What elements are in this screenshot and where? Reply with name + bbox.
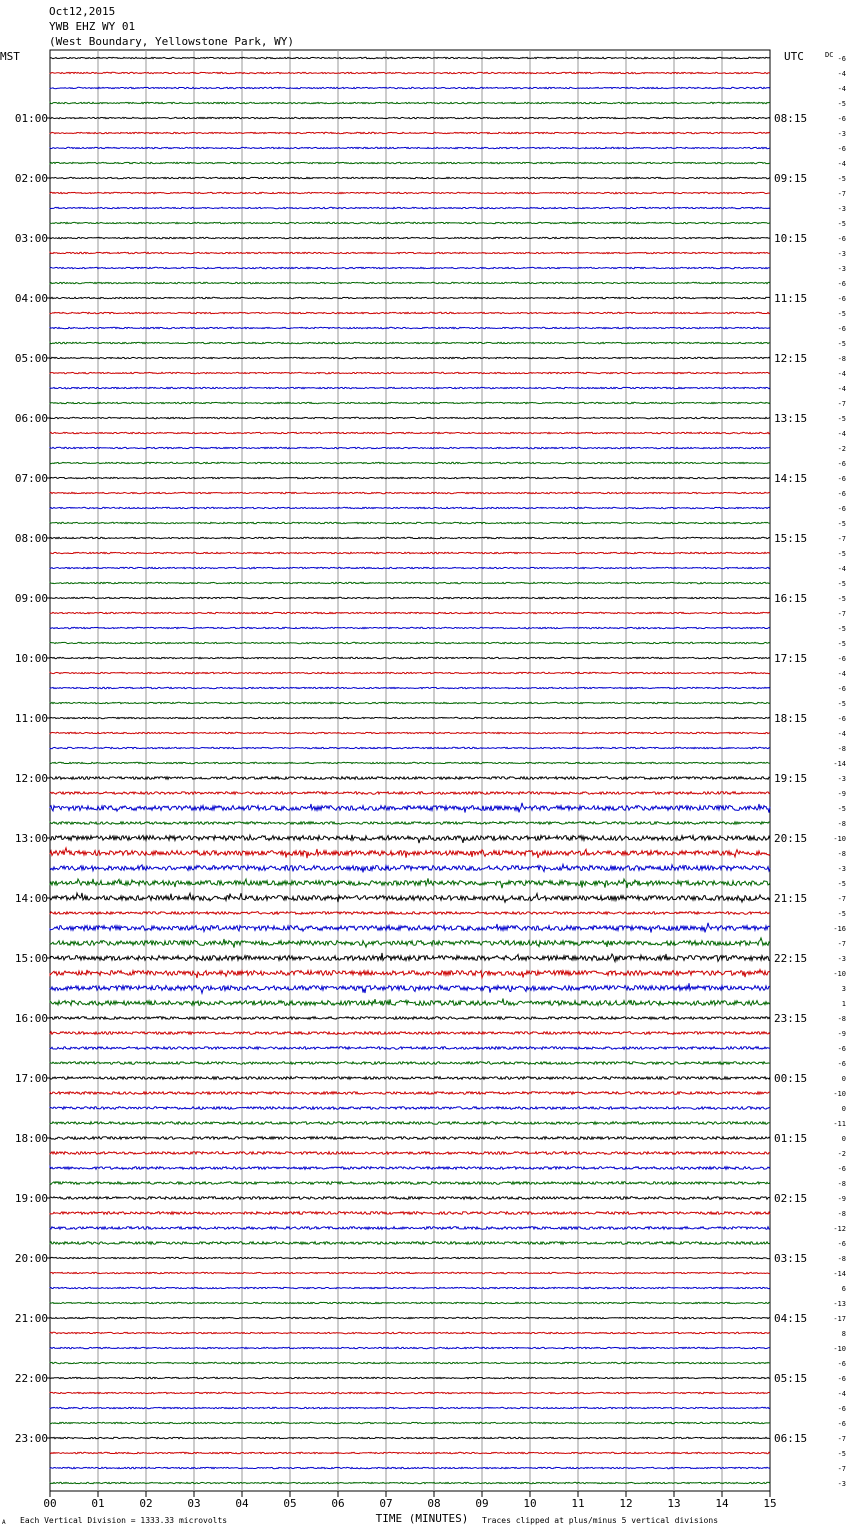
- trace-line: [50, 1077, 770, 1080]
- trace-line: [50, 177, 770, 178]
- dc-offset-label: -3: [837, 250, 846, 258]
- trace-line: [50, 1407, 770, 1408]
- dc-offset-label: -6: [837, 325, 846, 333]
- dc-offset-label: -6: [837, 1240, 846, 1248]
- dc-offset-label: -10: [833, 970, 846, 978]
- dc-offset-label: -8: [837, 1180, 846, 1188]
- trace-line: [50, 702, 770, 703]
- trace-line: [50, 1482, 770, 1483]
- hour-label-right: 17:15: [774, 652, 808, 665]
- trace-line: [50, 477, 770, 478]
- dc-offset-label: -6: [837, 460, 846, 468]
- trace-line: [50, 1347, 770, 1348]
- dc-offset-label: -7: [837, 535, 846, 543]
- hour-label-left: 22:00: [14, 1372, 48, 1385]
- dc-offset-label: -8: [837, 850, 846, 858]
- hour-label-left: 20:00: [14, 1252, 48, 1265]
- x-tick-label: 04: [235, 1497, 249, 1510]
- dc-offset-label: -7: [837, 1435, 846, 1443]
- dc-offset-label: -5: [837, 1450, 846, 1458]
- trace-line: [50, 132, 770, 133]
- dc-offset-label: -6: [837, 145, 846, 153]
- trace-line: [50, 297, 770, 298]
- trace-line: [50, 1152, 770, 1155]
- dc-offset-label: -6: [837, 115, 846, 123]
- trace-line: [50, 1467, 770, 1468]
- dc-offset-label: -8: [837, 1210, 846, 1218]
- trace-line: [50, 1212, 770, 1215]
- trace-line: [50, 1377, 770, 1378]
- dc-offset-label: -5: [837, 625, 846, 633]
- trace-line: [50, 387, 770, 388]
- hour-label-left: 16:00: [14, 1012, 48, 1025]
- dc-offset-label: -7: [837, 895, 846, 903]
- hour-label-right: 09:15: [774, 172, 808, 185]
- hour-label-right: 19:15: [774, 772, 808, 785]
- trace-line: [50, 207, 770, 208]
- trace-line: [50, 1422, 770, 1423]
- dc-offset-label: -6: [837, 55, 846, 63]
- trace-line: [50, 147, 770, 148]
- trace-line: [50, 864, 770, 872]
- hour-label-right: 22:15: [774, 952, 808, 965]
- dc-offset-label: -3: [837, 865, 846, 873]
- dc-offset-label: -4: [837, 1390, 846, 1398]
- dc-offset-label: -6: [837, 1045, 846, 1053]
- dc-offset-label: 8: [841, 1330, 846, 1338]
- dc-offset-label: -5: [837, 640, 846, 648]
- dc-offset-label: -4: [837, 730, 846, 738]
- dc-offset-label: 0: [841, 1075, 846, 1083]
- trace-line: [50, 567, 770, 568]
- trace-line: [50, 923, 770, 933]
- dc-offset-label: -4: [837, 370, 846, 378]
- hour-label-left: 09:00: [14, 592, 48, 605]
- trace-line: [50, 327, 770, 328]
- dc-offset-label: -6: [837, 1420, 846, 1428]
- trace-line: [50, 970, 770, 978]
- hour-label-right: 01:15: [774, 1132, 808, 1145]
- trace-line: [50, 1317, 770, 1318]
- dc-offset-label: -6: [837, 1360, 846, 1368]
- dc-offset-label: -7: [837, 190, 846, 198]
- dc-offset-label: -3: [837, 1480, 846, 1488]
- hour-label-right: 13:15: [774, 412, 808, 425]
- dc-offset-label: -10: [833, 1090, 846, 1098]
- trace-line: [50, 999, 770, 1006]
- trace-line: [50, 372, 770, 373]
- hour-label-left: 03:00: [14, 232, 48, 245]
- hour-label-left: 12:00: [14, 772, 48, 785]
- trace-line: [50, 1227, 770, 1230]
- trace-line: [50, 1122, 770, 1125]
- hour-label-left: 02:00: [14, 172, 48, 185]
- trace-line: [50, 642, 770, 643]
- hour-label-right: 18:15: [774, 712, 808, 725]
- hour-label-right: 12:15: [774, 352, 808, 365]
- left-timezone-label: MST: [0, 50, 20, 63]
- dc-offset-label: 0: [841, 1135, 846, 1143]
- trace-line: [50, 1182, 770, 1185]
- x-tick-label: 11: [571, 1497, 585, 1510]
- dc-offset-label: -10: [833, 835, 846, 843]
- trace-line: [50, 432, 770, 433]
- trace-line: [50, 848, 770, 858]
- dc-offset-label: -6: [837, 1165, 846, 1173]
- hour-label-left: 01:00: [14, 112, 48, 125]
- hour-label-right: 23:15: [774, 1012, 808, 1025]
- trace-line: [50, 803, 770, 813]
- trace-line: [50, 1452, 770, 1453]
- location-label: (West Boundary, Yellowstone Park, WY): [49, 35, 295, 48]
- dc-offset-label: -2: [837, 1150, 846, 1158]
- trace-line: [50, 912, 770, 915]
- footer-left-mark: A: [2, 1519, 6, 1526]
- dc-offset-label: -3: [837, 130, 846, 138]
- trace-line: [50, 983, 770, 993]
- dc-offset-label: -6: [837, 1060, 846, 1068]
- x-axis-title: TIME (MINUTES): [375, 1512, 469, 1525]
- trace-line: [50, 462, 770, 463]
- trace-line: [50, 1197, 770, 1200]
- trace-line: [50, 835, 770, 843]
- trace-line: [50, 312, 770, 313]
- trace-line: [50, 537, 770, 538]
- dc-offset-label: -12: [833, 1225, 846, 1233]
- dc-offset-label: -9: [837, 1030, 846, 1038]
- dc-offset-label: -7: [837, 1465, 846, 1473]
- trace-line: [50, 747, 770, 748]
- dc-offset-label: -4: [837, 430, 846, 438]
- dc-offset-label: -6: [837, 490, 846, 498]
- trace-line: [50, 627, 770, 628]
- hour-label-left: 14:00: [14, 892, 48, 905]
- trace-line: [50, 102, 770, 103]
- trace-line: [50, 687, 770, 688]
- trace-line: [50, 717, 770, 718]
- trace-line: [50, 192, 770, 193]
- trace-line: [50, 1167, 770, 1170]
- trace-line: [50, 1272, 770, 1273]
- label-group: [15, 55, 846, 1510]
- trace-line: [50, 1032, 770, 1035]
- trace-line: [50, 552, 770, 553]
- dc-offset-label: -9: [837, 1195, 846, 1203]
- trace-line: [50, 1257, 770, 1258]
- hour-label-left: 21:00: [14, 1312, 48, 1325]
- hour-label-left: 19:00: [14, 1192, 48, 1205]
- trace-line: [50, 117, 770, 118]
- dc-offset-label: -5: [837, 700, 846, 708]
- dc-offset-label: -13: [833, 1300, 846, 1308]
- trace-line: [50, 267, 770, 268]
- trace-line: [50, 402, 770, 403]
- trace-line: [50, 1287, 770, 1288]
- trace-line: [50, 938, 770, 948]
- hour-label-right: 00:15: [774, 1072, 808, 1085]
- trace-line: [50, 57, 770, 58]
- dc-offset-label: -5: [837, 100, 846, 108]
- dc-offset-label: -6: [837, 295, 846, 303]
- x-tick-label: 05: [283, 1497, 297, 1510]
- trace-line: [50, 597, 770, 598]
- dc-offset-label: -6: [837, 685, 846, 693]
- x-tick-label: 15: [763, 1497, 777, 1510]
- clip-note: Traces clipped at plus/minus 5 vertical divisions: [482, 1516, 719, 1525]
- trace-line: [50, 1332, 770, 1333]
- hour-label-left: 06:00: [14, 412, 48, 425]
- trace-line: [50, 342, 770, 343]
- dc-offset-label: -5: [837, 520, 846, 528]
- hour-label-right: 15:15: [774, 532, 808, 545]
- dc-offset-label: -6: [837, 235, 846, 243]
- trace-line: [50, 792, 770, 795]
- dc-offset-label: -5: [837, 805, 846, 813]
- trace-line: [50, 672, 770, 673]
- trace-line: [50, 1362, 770, 1363]
- x-tick-label: 03: [187, 1497, 201, 1510]
- hour-label-right: 04:15: [774, 1312, 808, 1325]
- trace-line: [50, 522, 770, 523]
- dc-offset-label: -4: [837, 70, 846, 78]
- right-timezone-label: UTC: [784, 50, 804, 63]
- dc-offset-label: -6: [837, 475, 846, 483]
- dc-offset-label: -10: [833, 1345, 846, 1353]
- hour-label-right: 14:15: [774, 472, 808, 485]
- trace-line: [50, 1017, 770, 1020]
- trace-line: [50, 447, 770, 448]
- trace-line: [50, 1092, 770, 1095]
- trace-line: [50, 492, 770, 493]
- scale-note: Each Vertical Division = 1333.33 microvolts: [20, 1516, 228, 1525]
- dc-offset-label: -5: [837, 550, 846, 558]
- hour-label-left: 04:00: [14, 292, 48, 305]
- x-tick-label: 08: [427, 1497, 441, 1510]
- trace-line: [50, 878, 770, 888]
- trace-line: [50, 162, 770, 163]
- date-label: Oct12,2015: [49, 5, 116, 18]
- dc-offset-label: -14: [833, 1270, 846, 1278]
- x-tick-label: 10: [523, 1497, 537, 1510]
- dc-offset-label: -4: [837, 385, 846, 393]
- x-tick-label: 14: [715, 1497, 729, 1510]
- station-label: YWB EHZ WY 01: [49, 20, 136, 33]
- x-tick-label: 01: [91, 1497, 105, 1510]
- x-tick-label: 06: [331, 1497, 345, 1510]
- hour-label-right: 10:15: [774, 232, 808, 245]
- dc-offset-label: -6: [837, 280, 846, 288]
- trace-group: [50, 57, 770, 1483]
- dc-offset-label: -16: [833, 925, 846, 933]
- x-tick-label: 09: [475, 1497, 489, 1510]
- dc-label: DC: [825, 51, 834, 59]
- dc-offset-label: -6: [837, 655, 846, 663]
- hour-label-left: 10:00: [14, 652, 48, 665]
- dc-offset-label: -11: [833, 1120, 846, 1128]
- dc-offset-label: -5: [837, 580, 846, 588]
- hour-label-left: 07:00: [14, 472, 48, 485]
- x-tick-label: 07: [379, 1497, 393, 1510]
- dc-offset-label: -9: [837, 790, 846, 798]
- trace-line: [50, 1437, 770, 1438]
- hour-label-left: 18:00: [14, 1132, 48, 1145]
- dc-offset-label: -8: [837, 1255, 846, 1263]
- hour-label-right: 11:15: [774, 292, 808, 305]
- dc-offset-label: 6: [841, 1285, 846, 1293]
- dc-offset-label: -5: [837, 880, 846, 888]
- x-tick-label: 02: [139, 1497, 153, 1510]
- dc-offset-label: -5: [837, 910, 846, 918]
- trace-line: [50, 1137, 770, 1140]
- hour-label-left: 23:00: [14, 1432, 48, 1445]
- trace-line: [50, 72, 770, 73]
- hour-label-right: 20:15: [774, 832, 808, 845]
- dc-offset-label: -4: [837, 565, 846, 573]
- dc-offset-label: -6: [837, 715, 846, 723]
- dc-offset-label: -5: [837, 175, 846, 183]
- trace-line: [50, 732, 770, 733]
- trace-line: [50, 282, 770, 283]
- hour-label-left: 08:00: [14, 532, 48, 545]
- hour-label-right: 16:15: [774, 592, 808, 605]
- dc-offset-label: -5: [837, 220, 846, 228]
- dc-offset-label: -8: [837, 820, 846, 828]
- trace-line: [50, 87, 770, 88]
- dc-offset-label: -7: [837, 610, 846, 618]
- dc-offset-label: -7: [837, 940, 846, 948]
- dc-offset-label: -8: [837, 1015, 846, 1023]
- trace-line: [50, 657, 770, 658]
- trace-line: [50, 822, 770, 825]
- trace-line: [50, 252, 770, 253]
- plot-frame: [50, 50, 770, 1491]
- dc-offset-label: -3: [837, 265, 846, 273]
- trace-line: [50, 612, 770, 613]
- dc-offset-label: -6: [837, 1405, 846, 1413]
- hour-label-right: 05:15: [774, 1372, 808, 1385]
- hour-label-left: 17:00: [14, 1072, 48, 1085]
- trace-line: [50, 893, 770, 902]
- dc-offset-label: -8: [837, 745, 846, 753]
- trace-line: [50, 507, 770, 508]
- trace-line: [50, 1047, 770, 1050]
- trace-line: [50, 777, 770, 780]
- dc-offset-label: -5: [837, 310, 846, 318]
- hour-label-right: 03:15: [774, 1252, 808, 1265]
- hour-label-left: 13:00: [14, 832, 48, 845]
- trace-line: [50, 1107, 770, 1110]
- dc-offset-label: -6: [837, 1375, 846, 1383]
- hour-label-left: 15:00: [14, 952, 48, 965]
- trace-line: [50, 1302, 770, 1303]
- dc-offset-label: -5: [837, 340, 846, 348]
- dc-offset-label: -6: [837, 505, 846, 513]
- dc-offset-label: -17: [833, 1315, 846, 1323]
- hour-label-right: 06:15: [774, 1432, 808, 1445]
- dc-offset-label: -7: [837, 400, 846, 408]
- trace-line: [50, 417, 770, 418]
- hour-label-right: 08:15: [774, 112, 808, 125]
- dc-offset-label: -4: [837, 160, 846, 168]
- x-tick-label: 00: [43, 1497, 57, 1510]
- trace-line: [50, 1242, 770, 1245]
- dc-offset-label: 1: [841, 1000, 846, 1008]
- dc-offset-label: -5: [837, 595, 846, 603]
- hour-label-left: 11:00: [14, 712, 48, 725]
- dc-offset-label: -2: [837, 445, 846, 453]
- dc-offset-label: -4: [837, 85, 846, 93]
- dc-offset-label: 0: [841, 1105, 846, 1113]
- trace-line: [50, 1392, 770, 1393]
- trace-line: [50, 1062, 770, 1065]
- dc-offset-label: -3: [837, 775, 846, 783]
- dc-offset-label: -5: [837, 415, 846, 423]
- trace-line: [50, 582, 770, 583]
- hour-label-right: 21:15: [774, 892, 808, 905]
- x-tick-label: 12: [619, 1497, 633, 1510]
- trace-line: [50, 762, 770, 763]
- dc-offset-label: -14: [833, 760, 846, 768]
- trace-line: [50, 953, 770, 962]
- dc-offset-label: -4: [837, 670, 846, 678]
- dc-offset-label: -8: [837, 355, 846, 363]
- x-tick-label: 13: [667, 1497, 681, 1510]
- dc-offset-label: -3: [837, 955, 846, 963]
- trace-line: [50, 357, 770, 358]
- hour-label-right: 02:15: [774, 1192, 808, 1205]
- dc-offset-label: 3: [841, 985, 846, 993]
- trace-line: [50, 222, 770, 223]
- dc-offset-label: -3: [837, 205, 846, 213]
- trace-line: [50, 237, 770, 238]
- hour-label-left: 05:00: [14, 352, 48, 365]
